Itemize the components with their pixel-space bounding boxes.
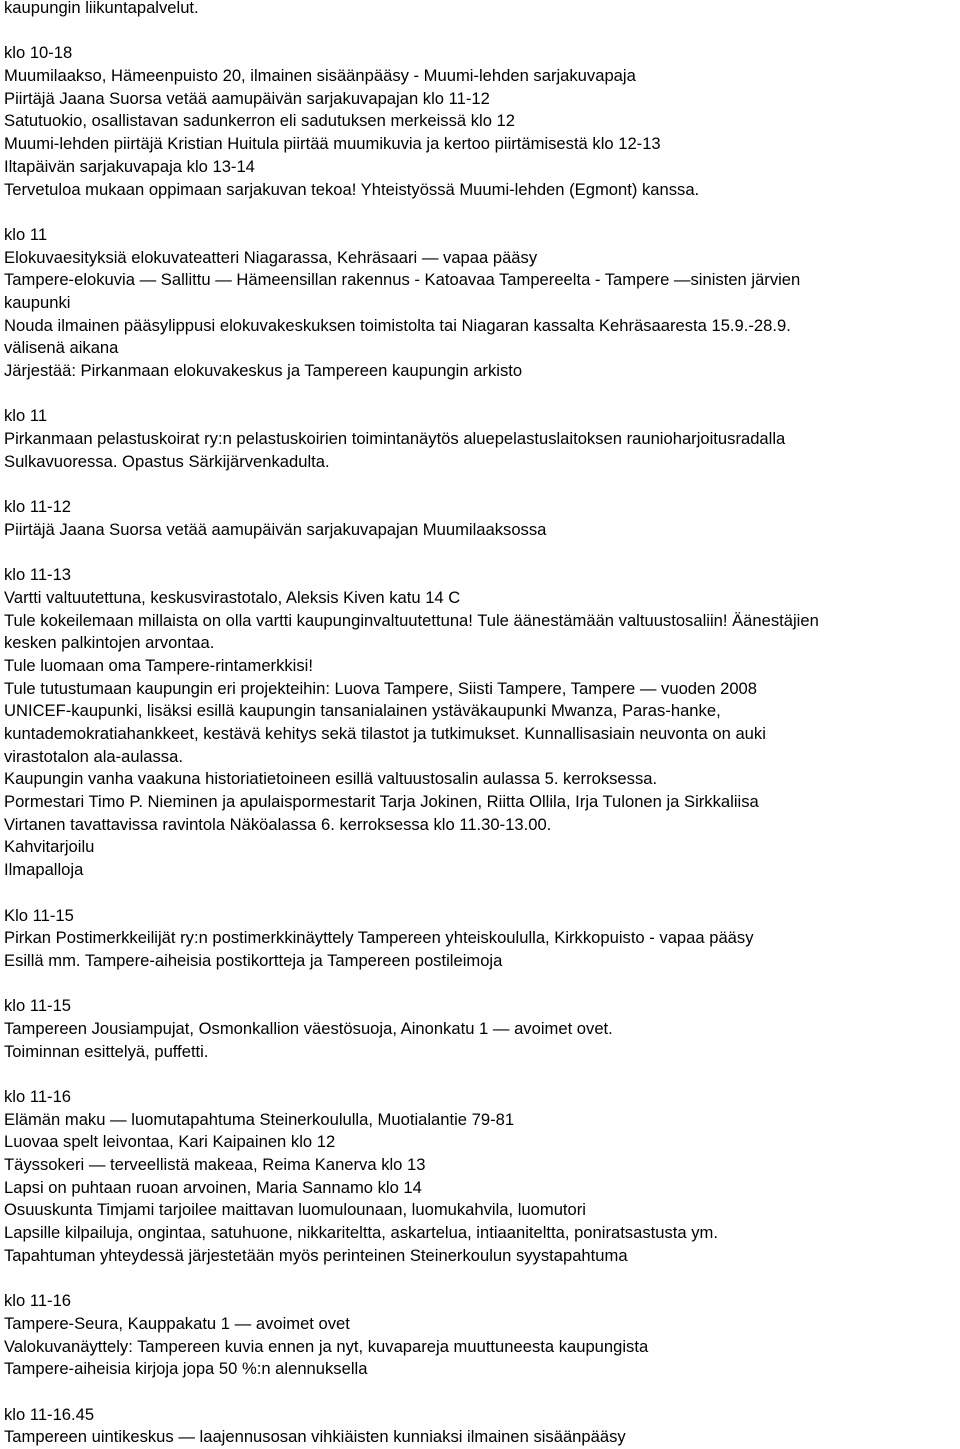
event-line: Valokuvanäyttely: Tampereen kuvia ennen ja nyt, kuvapareja muuttuneesta kaupungista	[4, 1336, 649, 1356]
event-line: kuntademokratiahankkeet, kestävä kehitys sekä tilastot ja tutkimukset. Kunnallisasiain neuvonta on auki	[4, 724, 766, 743]
event-section	[4, 1086, 960, 1268]
event-section	[4, 905, 960, 973]
event-time: klo 11-16	[4, 1087, 72, 1106]
event-line: Sulkavuoressa. Opastus Särkijärvenkadulta.	[4, 451, 330, 471]
event-time: Klo 11-15	[4, 905, 74, 925]
event-line: Elokuvaesityksiä elokuvateatteri Niagarassa, Kehräsaari — vapaa pääsy	[4, 247, 538, 267]
event-line: Lapsille kilpailuja, ongintaa, satuhuone, nikkariteltta, askartelua, intiaaniteltta, poniratsastusta ym.	[4, 1223, 718, 1243]
event-line: välisenä aikana	[4, 338, 119, 358]
section-spacer	[4, 383, 960, 406]
section-spacer	[4, 1381, 960, 1404]
event-section	[4, 564, 960, 882]
event-line: Järjestää: Pirkanmaan elokuvakeskus ja Tampereen kaupungin arkisto	[4, 361, 523, 380]
section-spacer	[4, 973, 960, 996]
intro-line: kaupungin liikuntapalvelut.	[4, 0, 199, 17]
event-program-document	[4, 0, 960, 1449]
event-line: Muumilaakso, Hämeenpuisto 20, ilmainen sisäänpääsy - Muumi-lehden sarjakuvapaja	[4, 66, 636, 86]
event-line: Tervetuloa mukaan oppimaan sarjakuvan tekoa! Yhteistyössä Muumi-lehden (Egmont) kanssa.	[4, 179, 700, 199]
event-line: Virtanen tavattavissa ravintola Näköalassa 6. kerroksessa klo 11.30-13.00.	[4, 814, 552, 834]
section-spacer	[4, 20, 960, 43]
event-time: klo 11	[4, 224, 48, 244]
event-line: virastotalon ala-aulassa.	[4, 746, 183, 766]
section-spacer	[4, 882, 960, 905]
event-section	[4, 1290, 960, 1381]
event-line: kaupunki	[4, 292, 71, 312]
event-line: Lapsi on puhtaan ruoan arvoinen, Maria Sannamo klo 14	[4, 1177, 422, 1197]
event-line: Tampere-aiheisia kirjoja jopa 50 %:n alennuksella	[4, 1359, 368, 1379]
event-time: klo 11	[4, 406, 48, 426]
event-line: UNICEF-kaupunki, lisäksi esillä kaupungin tansanialainen ystäväkaupunki Mwanza, Paras-hanke,	[4, 701, 721, 721]
event-line: Täyssokeri — terveellistä makeaa, Reima Kanerva klo 13	[4, 1155, 426, 1175]
event-line: Iltapäivän sarjakuvapaja klo 13-14	[4, 156, 255, 176]
event-line: Luovaa spelt leivontaa, Kari Kaipainen klo 12	[4, 1132, 336, 1152]
event-line: Tampere-elokuvia — Sallittu — Hämeensillan rakennus - Katoavaa Tampereelta - Tampere —sinisten järvien	[4, 270, 801, 290]
event-line: Toiminnan esittelyä, puffetti.	[4, 1041, 209, 1061]
event-line: Piirtäjä Jaana Suorsa vetää aamupäivän sarjakuvapajan Muumilaaksossa	[4, 519, 547, 539]
event-line: Elämän maku — luomutapahtuma Steinerkoululla, Muotialantie 79-81	[4, 1109, 515, 1129]
event-line: Kahvitarjoilu	[4, 837, 95, 857]
event-time: klo 11-16.45	[4, 1404, 95, 1424]
event-line: Pirkan Postimerkkeilijät ry:n postimerkkinäyttely Tampereen yhteiskoululla, Kirkkopuisto - vapaa pääsy	[4, 928, 754, 948]
event-section	[4, 496, 960, 541]
event-line: Tampere-Seura, Kauppakatu 1 — avoimet ovet	[4, 1313, 350, 1333]
event-line: kesken palkintojen arvontaa.	[4, 633, 215, 653]
event-line: Tule tutustumaan kaupungin eri projekteihin: Luova Tampere, Siisti Tampere, Tampere — vuoden 2008	[4, 678, 758, 698]
section-spacer	[4, 201, 960, 224]
section-spacer	[4, 1268, 960, 1291]
event-line: Tampereen Jousiampujat, Osmonkallion väestösuoja, Ainonkatu 1 — avoimet ovet.	[4, 1018, 613, 1038]
event-line: Satutuokio, osallistavan sadunkerron eli sadutuksen merkeissä klo 12	[4, 111, 516, 131]
section-spacer	[4, 1063, 960, 1086]
event-time: klo 11-13	[4, 565, 72, 585]
event-section	[4, 405, 960, 473]
event-line: Esillä mm. Tampere-aiheisia postikortteja ja Tampereen postileimoja	[4, 950, 503, 970]
section-spacer	[4, 473, 960, 496]
event-line: Tule luomaan oma Tampere-rintamerkkisi!	[4, 655, 313, 675]
event-time: klo 10-18	[4, 43, 73, 63]
event-line: Vartti valtuutettuna, keskusvirastotalo, Aleksis Kiven katu 14 C	[4, 587, 461, 607]
event-section	[4, 42, 960, 201]
section-spacer	[4, 542, 960, 565]
event-line: Tampereen uintikeskus — laajennusosan vihkiäisten kunniaksi ilmainen sisäänpääsy	[4, 1427, 626, 1447]
event-line: Pormestari Timo P. Nieminen ja apulaispormestarit Tarja Jokinen, Riitta Ollila, Irja Tulonen ja Sirkkaliisa	[4, 792, 759, 812]
event-line: Tule kokeilemaan millaista on olla vartti kaupunginvaltuutettuna! Tule äänestämään valtuustosaliin! Äänestäjien	[4, 610, 819, 630]
event-line: Piirtäjä Jaana Suorsa vetää aamupäivän sarjakuvapajan klo 11-12	[4, 88, 490, 108]
event-section	[4, 224, 960, 383]
event-time: klo 11-16	[4, 1291, 72, 1311]
event-line: Kaupungin vanha vaakuna historiatietoineen esillä valtuustosalin aulassa 5. kerroksessa.	[4, 769, 658, 789]
event-section	[4, 1404, 960, 1449]
event-line: Muumi-lehden piirtäjä Kristian Huitula piirtää muumikuvia ja kertoo piirtämisestä klo 12-13	[4, 134, 661, 154]
event-time: klo 11-15	[4, 996, 72, 1016]
event-section	[4, 995, 960, 1063]
event-line: Ilmapalloja	[4, 860, 84, 880]
event-line: Pirkanmaan pelastuskoirat ry:n pelastuskoirien toimintanäytös aluepelastuslaitoksen raunioharjoitusradalla	[4, 429, 786, 449]
event-line: Tapahtuman yhteydessä järjestetään myös perinteinen Steinerkoulun syystapahtuma	[4, 1245, 628, 1265]
event-time: klo 11-12	[4, 497, 72, 517]
event-line: Nouda ilmainen pääsylippusi elokuvakeskuksen toimistolta tai Niagaran kassalta Kehräsaaresta 15.9.-28.9.	[4, 315, 791, 335]
event-line: Osuuskunta Timjami tarjoilee maittavan luomulounaan, luomukahvila, luomutori	[4, 1200, 586, 1220]
